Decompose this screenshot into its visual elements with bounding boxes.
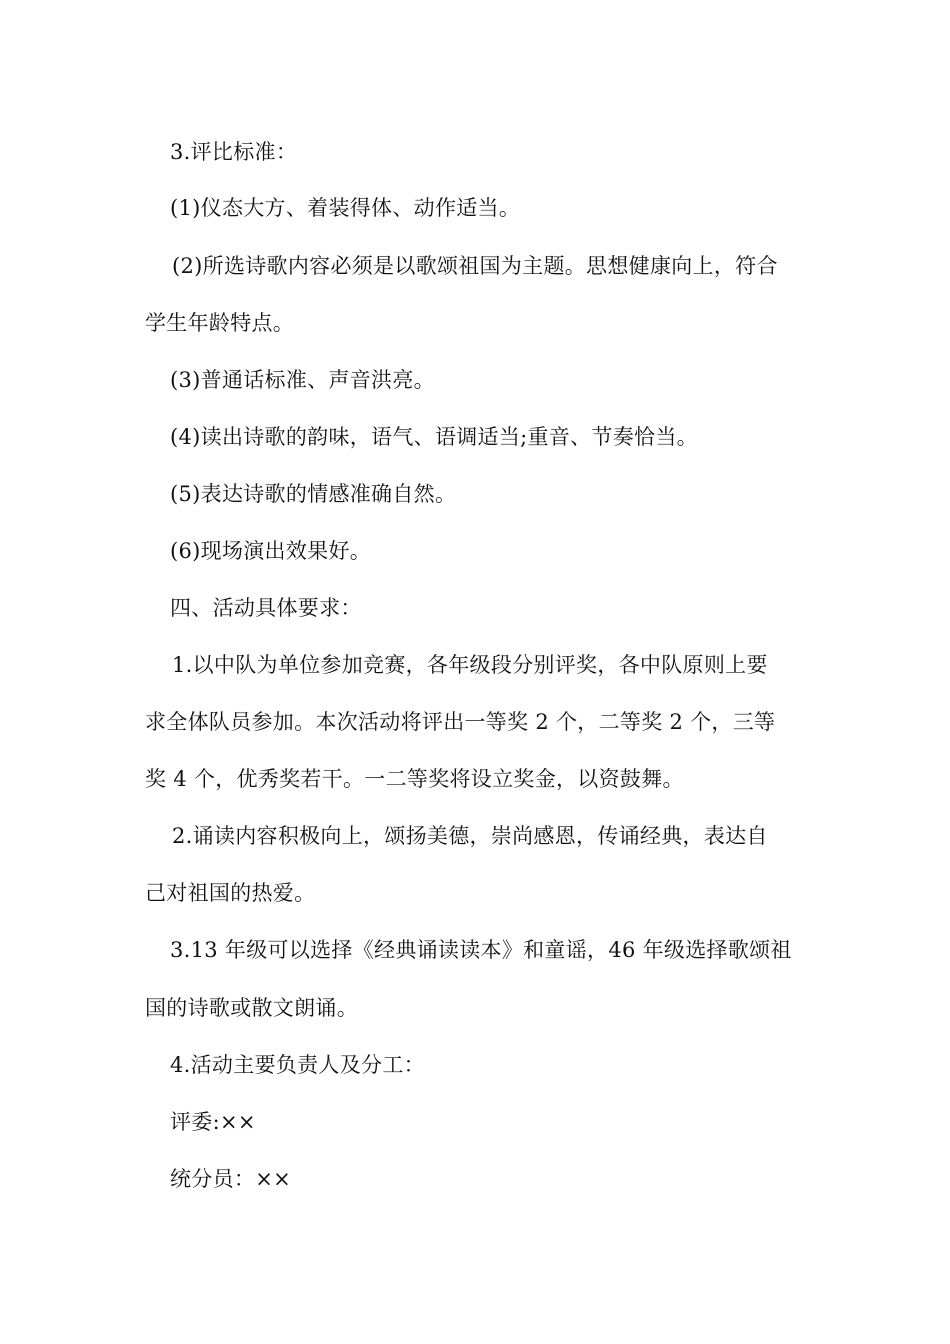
requirement-4: 4.活动主要负责人及分工： <box>170 1053 425 1077</box>
criteria-item-4: (4)读出诗歌的韵味，语气、语调适当;重音、节奏恰当。 <box>170 425 698 449</box>
criteria-item-2-cont: 学生年龄特点。 <box>145 311 295 335</box>
section-heading-requirements: 四、活动具体要求： <box>170 596 362 620</box>
requirement-2: 2.诵读内容积极向上，颂扬美德，崇尚感恩，传诵经典，表达自 <box>172 824 768 848</box>
requirement-3: 3.13 年级可以选择《经典诵读读本》和童谣，46 年级选择歌颂祖 <box>170 938 792 962</box>
requirement-3-cont: 国的诗歌或散文朗诵。 <box>145 996 358 1020</box>
requirement-2-cont: 己对祖国的热爱。 <box>145 881 316 905</box>
criteria-item-6: (6)现场演出效果好。 <box>170 539 372 563</box>
criteria-item-5: (5)表达诗歌的情感准确自然。 <box>170 482 457 506</box>
criteria-item-3: (3)普通话标准、声音洪亮。 <box>170 368 435 392</box>
scorer-line: 统分员：×× <box>170 1167 291 1191</box>
section-heading-criteria: 3.评比标准： <box>170 140 298 164</box>
requirement-1-cont-2: 奖 4 个，优秀奖若干。一二等奖将设立奖金，以资鼓舞。 <box>145 767 684 791</box>
criteria-item-1: (1)仪态大方、着装得体、动作适当。 <box>170 196 521 220</box>
requirement-1-cont-1: 求全体队员参加。本次活动将评出一等奖 2 个，二等奖 2 个，三等 <box>145 710 776 734</box>
judges-line: 评委:×× <box>170 1110 256 1134</box>
requirement-1: 1.以中队为单位参加竞赛，各年级段分别评奖，各中队原则上要 <box>172 653 768 677</box>
criteria-item-2: (2)所选诗歌内容必须是以歌颂祖国为主题。思想健康向上，符合 <box>172 254 778 278</box>
